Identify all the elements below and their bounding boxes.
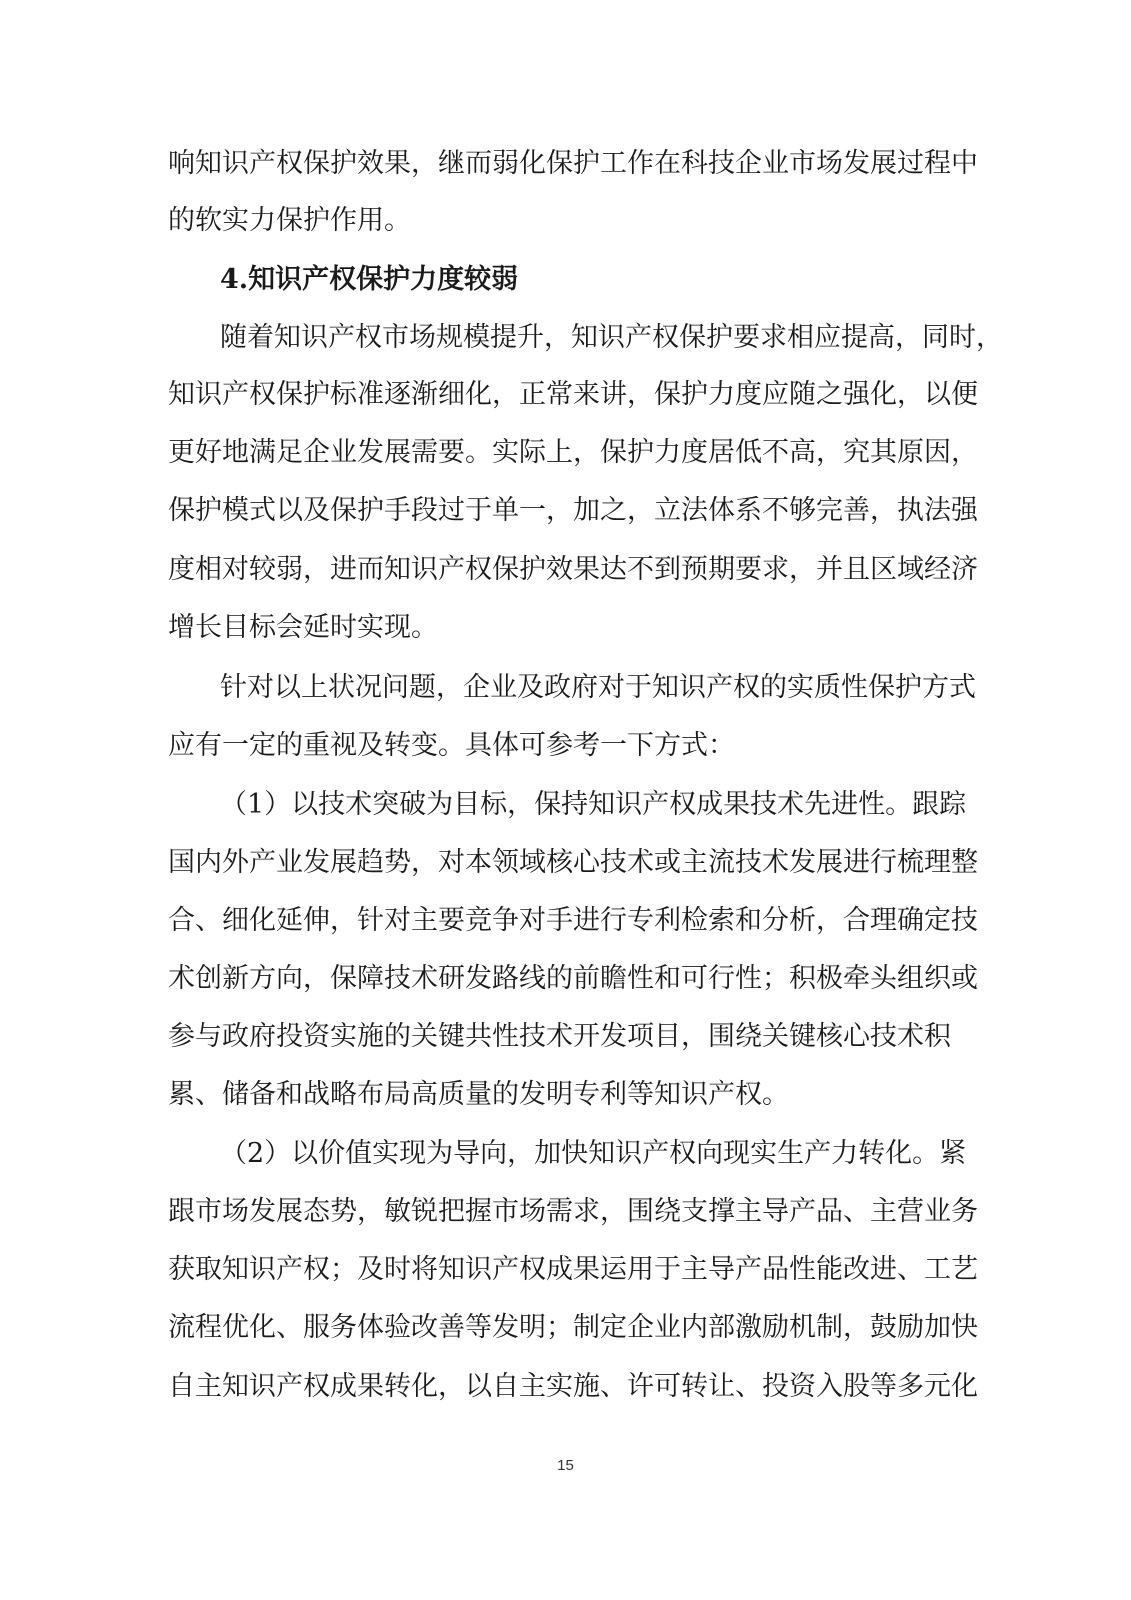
section-heading: 4.知识产权保护力度较弱 bbox=[220, 264, 519, 295]
intro-line-1: 响知识产权保护效果，继而弱化保护工作在科技企业市场发展过程中 bbox=[168, 148, 978, 179]
para1-line-6: 增长目标会延时实现。 bbox=[168, 612, 438, 643]
para3-line-3: 合、细化延伸，针对主要竞争对手进行专利检索和分析，合理确定技 bbox=[168, 905, 978, 936]
para3-line-2: 国内外产业发展趋势，对本领域核心技术或主流技术发展进行梳理整 bbox=[168, 847, 978, 878]
para1-line-3: 更好地满足企业发展需要。实际上，保护力度居低不高，究其原因， bbox=[168, 437, 978, 468]
para2-line-1: 针对以上状况问题，企业及政府对于知识产权的实质性保护方式 bbox=[220, 672, 976, 703]
para1-line-1: 随着知识产权市场规模提升，知识产权保护要求相应提高，同时， bbox=[220, 322, 1003, 353]
para4-line-4: 流程优化、服务体验改善等发明；制定企业内部激励机制，鼓励加快 bbox=[168, 1312, 978, 1343]
page-number: 15 bbox=[557, 1457, 574, 1474]
para1-line-5: 度相对较弱，进而知识产权保护效果达不到预期要求，并且区域经济 bbox=[168, 554, 978, 585]
para4-line-3: 获取知识产权；及时将知识产权成果运用于主导产品性能改进、工艺 bbox=[168, 1254, 978, 1285]
para3-line-1: （1）以技术突破为目标，保持知识产权成果技术先进性。跟踪 bbox=[220, 789, 967, 820]
para3-line-5: 参与政府投资实施的关键共性技术开发项目，围绕关键核心技术积 bbox=[168, 1021, 951, 1052]
para4-line-5: 自主知识产权成果转化，以自主实施、许可转让、投资入股等多元化 bbox=[168, 1371, 978, 1402]
para1-line-2: 知识产权保护标准逐渐细化，正常来讲，保护力度应随之强化，以便 bbox=[168, 379, 978, 410]
para2-line-2: 应有一定的重视及转变。具体可参考一下方式： bbox=[168, 730, 735, 761]
para4-line-2: 跟市场发展态势，敏锐把握市场需求，围绕支撑主导产品、主营业务 bbox=[168, 1196, 978, 1227]
para1-line-4: 保护模式以及保护手段过于单一，加之，立法体系不够完善，执法强 bbox=[168, 495, 978, 526]
para3-line-4: 术创新方向，保障技术研发路线的前瞻性和可行性；积极牵头组织或 bbox=[168, 963, 978, 994]
para3-line-6: 累、储备和战略布局高质量的发明专利等知识产权。 bbox=[168, 1079, 789, 1110]
intro-line-2: 的软实力保护作用。 bbox=[168, 205, 411, 236]
para4-line-1: （2）以价值实现为导向，加快知识产权向现实生产力转化。紧 bbox=[220, 1138, 967, 1169]
